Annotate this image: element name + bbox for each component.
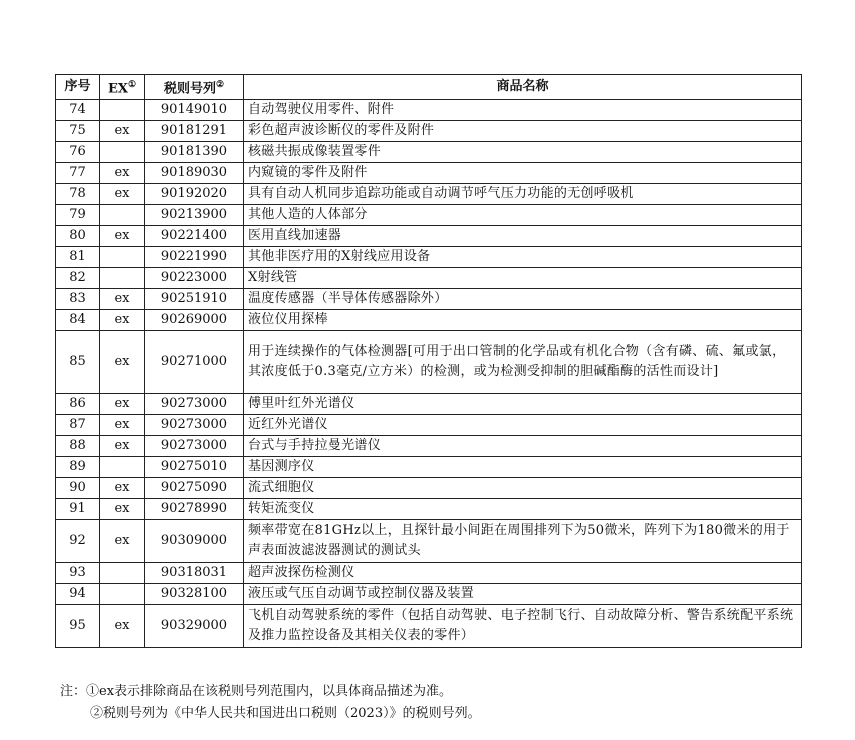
row-code-cell: 90329000 xyxy=(145,605,244,648)
table-row xyxy=(56,310,802,331)
header-name: 商品名称 xyxy=(244,75,802,100)
row-code-cell: 90275090 xyxy=(145,478,244,499)
row-code-cell: 90269000 xyxy=(145,310,244,331)
row-ex-cell xyxy=(100,457,145,478)
header-idx: 序号 xyxy=(56,75,100,100)
row-name-cell: 其他人造的人体部分 xyxy=(244,205,802,226)
row-name-cell: 超声波探伤检测仪 xyxy=(244,563,802,584)
row-index-cell: 89 xyxy=(56,457,100,478)
row-index-cell: 74 xyxy=(56,100,100,121)
row-name-cell: 频率带宽在81GHz以上，且探针最小间距在周围排列下为50微米，阵列下为180微米的用于声表面波滤波器测试的测试头 xyxy=(244,520,802,563)
header-ex: EX① xyxy=(100,75,145,100)
row-ex-cell: ex xyxy=(100,331,145,394)
tariff-table xyxy=(55,74,802,648)
row-ex-cell xyxy=(100,563,145,584)
row-ex-cell: ex xyxy=(100,520,145,563)
table-row xyxy=(56,478,802,499)
row-ex-cell: ex xyxy=(100,184,145,205)
row-name-cell: 流式细胞仪 xyxy=(244,478,802,499)
row-index-cell: 86 xyxy=(56,394,100,415)
row-code-cell: 90213900 xyxy=(145,205,244,226)
row-index-cell: 76 xyxy=(56,142,100,163)
row-ex-cell: ex xyxy=(100,289,145,310)
header-code: 税则号列② xyxy=(145,75,244,100)
table-row xyxy=(56,394,802,415)
row-name-cell: 其他非医疗用的X射线应用设备 xyxy=(244,247,802,268)
row-index-cell: 81 xyxy=(56,247,100,268)
row-name-cell: 飞机自动驾驶系统的零件（包括自动驾驶、电子控制飞行、自动故障分析、警告系统配平系统及推力监控设备及其相关仪表的零件） xyxy=(244,605,802,648)
table-row xyxy=(56,163,802,184)
table-row xyxy=(56,142,802,163)
row-code-cell: 90328100 xyxy=(145,584,244,605)
row-name-cell: 转矩流变仪 xyxy=(244,499,802,520)
table-row xyxy=(56,331,802,394)
row-index-cell: 87 xyxy=(56,415,100,436)
row-ex-cell: ex xyxy=(100,478,145,499)
table-row xyxy=(56,520,802,563)
row-name-cell: 核磁共振成像装置零件 xyxy=(244,142,802,163)
row-index-cell: 82 xyxy=(56,268,100,289)
row-code-cell: 90223000 xyxy=(145,268,244,289)
row-ex-cell xyxy=(100,268,145,289)
table-row xyxy=(56,415,802,436)
row-code-cell: 90309000 xyxy=(145,520,244,563)
row-index-cell: 79 xyxy=(56,205,100,226)
row-name-cell: 内窥镜的零件及附件 xyxy=(244,163,802,184)
footnote-1: 注：①ex表示排除商品在该税则号列范围内，以具体商品描述为准。 xyxy=(60,684,453,699)
row-index-cell: 84 xyxy=(56,310,100,331)
row-ex-cell xyxy=(100,584,145,605)
row-name-cell: 台式与手持拉曼光谱仪 xyxy=(244,436,802,457)
row-index-cell: 95 xyxy=(56,605,100,648)
row-name-cell: 傅里叶红外光谱仪 xyxy=(244,394,802,415)
row-code-cell: 90318031 xyxy=(145,563,244,584)
row-name-cell: 自动驾驶仪用零件、附件 xyxy=(244,100,802,121)
row-code-cell: 90221400 xyxy=(145,226,244,247)
table-header-row xyxy=(56,75,802,100)
row-index-cell: 78 xyxy=(56,184,100,205)
row-index-cell: 94 xyxy=(56,584,100,605)
table-row xyxy=(56,184,802,205)
row-ex-cell: ex xyxy=(100,415,145,436)
row-name-cell: 具有自动人机同步追踪功能或自动调节呼气压力功能的无创呼吸机 xyxy=(244,184,802,205)
row-name-cell: 近红外光谱仪 xyxy=(244,415,802,436)
table-row xyxy=(56,121,802,142)
row-name-cell: 用于连续操作的气体检测器[可用于出口管制的化学品或有机化合物（含有磷、硫、氟或氯，其浓度低于0.3毫克/立方米）的检测，或为检测受抑制的胆碱酯酶的活性而设计] xyxy=(244,331,802,394)
row-index-cell: 91 xyxy=(56,499,100,520)
row-index-cell: 83 xyxy=(56,289,100,310)
row-name-cell: 医用直线加速器 xyxy=(244,226,802,247)
table-row xyxy=(56,436,802,457)
row-name-cell: 基因测序仪 xyxy=(244,457,802,478)
row-code-cell: 90275010 xyxy=(145,457,244,478)
row-ex-cell: ex xyxy=(100,499,145,520)
row-ex-cell xyxy=(100,142,145,163)
row-code-cell: 90271000 xyxy=(145,331,244,394)
row-ex-cell: ex xyxy=(100,226,145,247)
row-code-cell: 90251910 xyxy=(145,289,244,310)
row-code-cell: 90273000 xyxy=(145,394,244,415)
table-row xyxy=(56,499,802,520)
table-row xyxy=(56,584,802,605)
row-name-cell: X射线管 xyxy=(244,268,802,289)
row-code-cell: 90273000 xyxy=(145,415,244,436)
row-code-cell: 90149010 xyxy=(145,100,244,121)
table-row xyxy=(56,100,802,121)
table-row xyxy=(56,457,802,478)
row-code-cell: 90221990 xyxy=(145,247,244,268)
table-row xyxy=(56,247,802,268)
footnote-2: ②税则号列为《中华人民共和国进出口税则（2023）》的税则号列。 xyxy=(90,706,481,721)
row-name-cell: 液压或气压自动调节或控制仪器及装置 xyxy=(244,584,802,605)
row-index-cell: 80 xyxy=(56,226,100,247)
row-name-cell: 液位仪用探棒 xyxy=(244,310,802,331)
row-ex-cell: ex xyxy=(100,605,145,648)
header-ex-footnote-mark: ① xyxy=(127,80,137,90)
row-index-cell: 90 xyxy=(56,478,100,499)
table-row xyxy=(56,205,802,226)
row-code-cell: 90278990 xyxy=(145,499,244,520)
row-index-cell: 75 xyxy=(56,121,100,142)
row-index-cell: 92 xyxy=(56,520,100,563)
table-row xyxy=(56,289,802,310)
row-ex-cell: ex xyxy=(100,121,145,142)
row-code-cell: 90181291 xyxy=(145,121,244,142)
row-index-cell: 93 xyxy=(56,563,100,584)
row-code-cell: 90189030 xyxy=(145,163,244,184)
table-row xyxy=(56,605,802,648)
row-index-cell: 85 xyxy=(56,331,100,394)
row-index-cell: 77 xyxy=(56,163,100,184)
header-code-footnote-mark: ② xyxy=(215,80,225,90)
row-ex-cell xyxy=(100,205,145,226)
row-code-cell: 90181390 xyxy=(145,142,244,163)
table-body xyxy=(56,100,802,648)
row-ex-cell xyxy=(100,247,145,268)
footnotes xyxy=(60,681,481,725)
table-row xyxy=(56,268,802,289)
row-name-cell: 温度传感器（半导体传感器除外） xyxy=(244,289,802,310)
table-row xyxy=(56,226,802,247)
row-ex-cell: ex xyxy=(100,394,145,415)
row-ex-cell: ex xyxy=(100,163,145,184)
row-name-cell: 彩色超声波诊断仪的零件及附件 xyxy=(244,121,802,142)
row-code-cell: 90273000 xyxy=(145,436,244,457)
row-index-cell: 88 xyxy=(56,436,100,457)
row-code-cell: 90192020 xyxy=(145,184,244,205)
row-ex-cell: ex xyxy=(100,436,145,457)
table-row xyxy=(56,563,802,584)
row-ex-cell: ex xyxy=(100,310,145,331)
row-ex-cell xyxy=(100,100,145,121)
